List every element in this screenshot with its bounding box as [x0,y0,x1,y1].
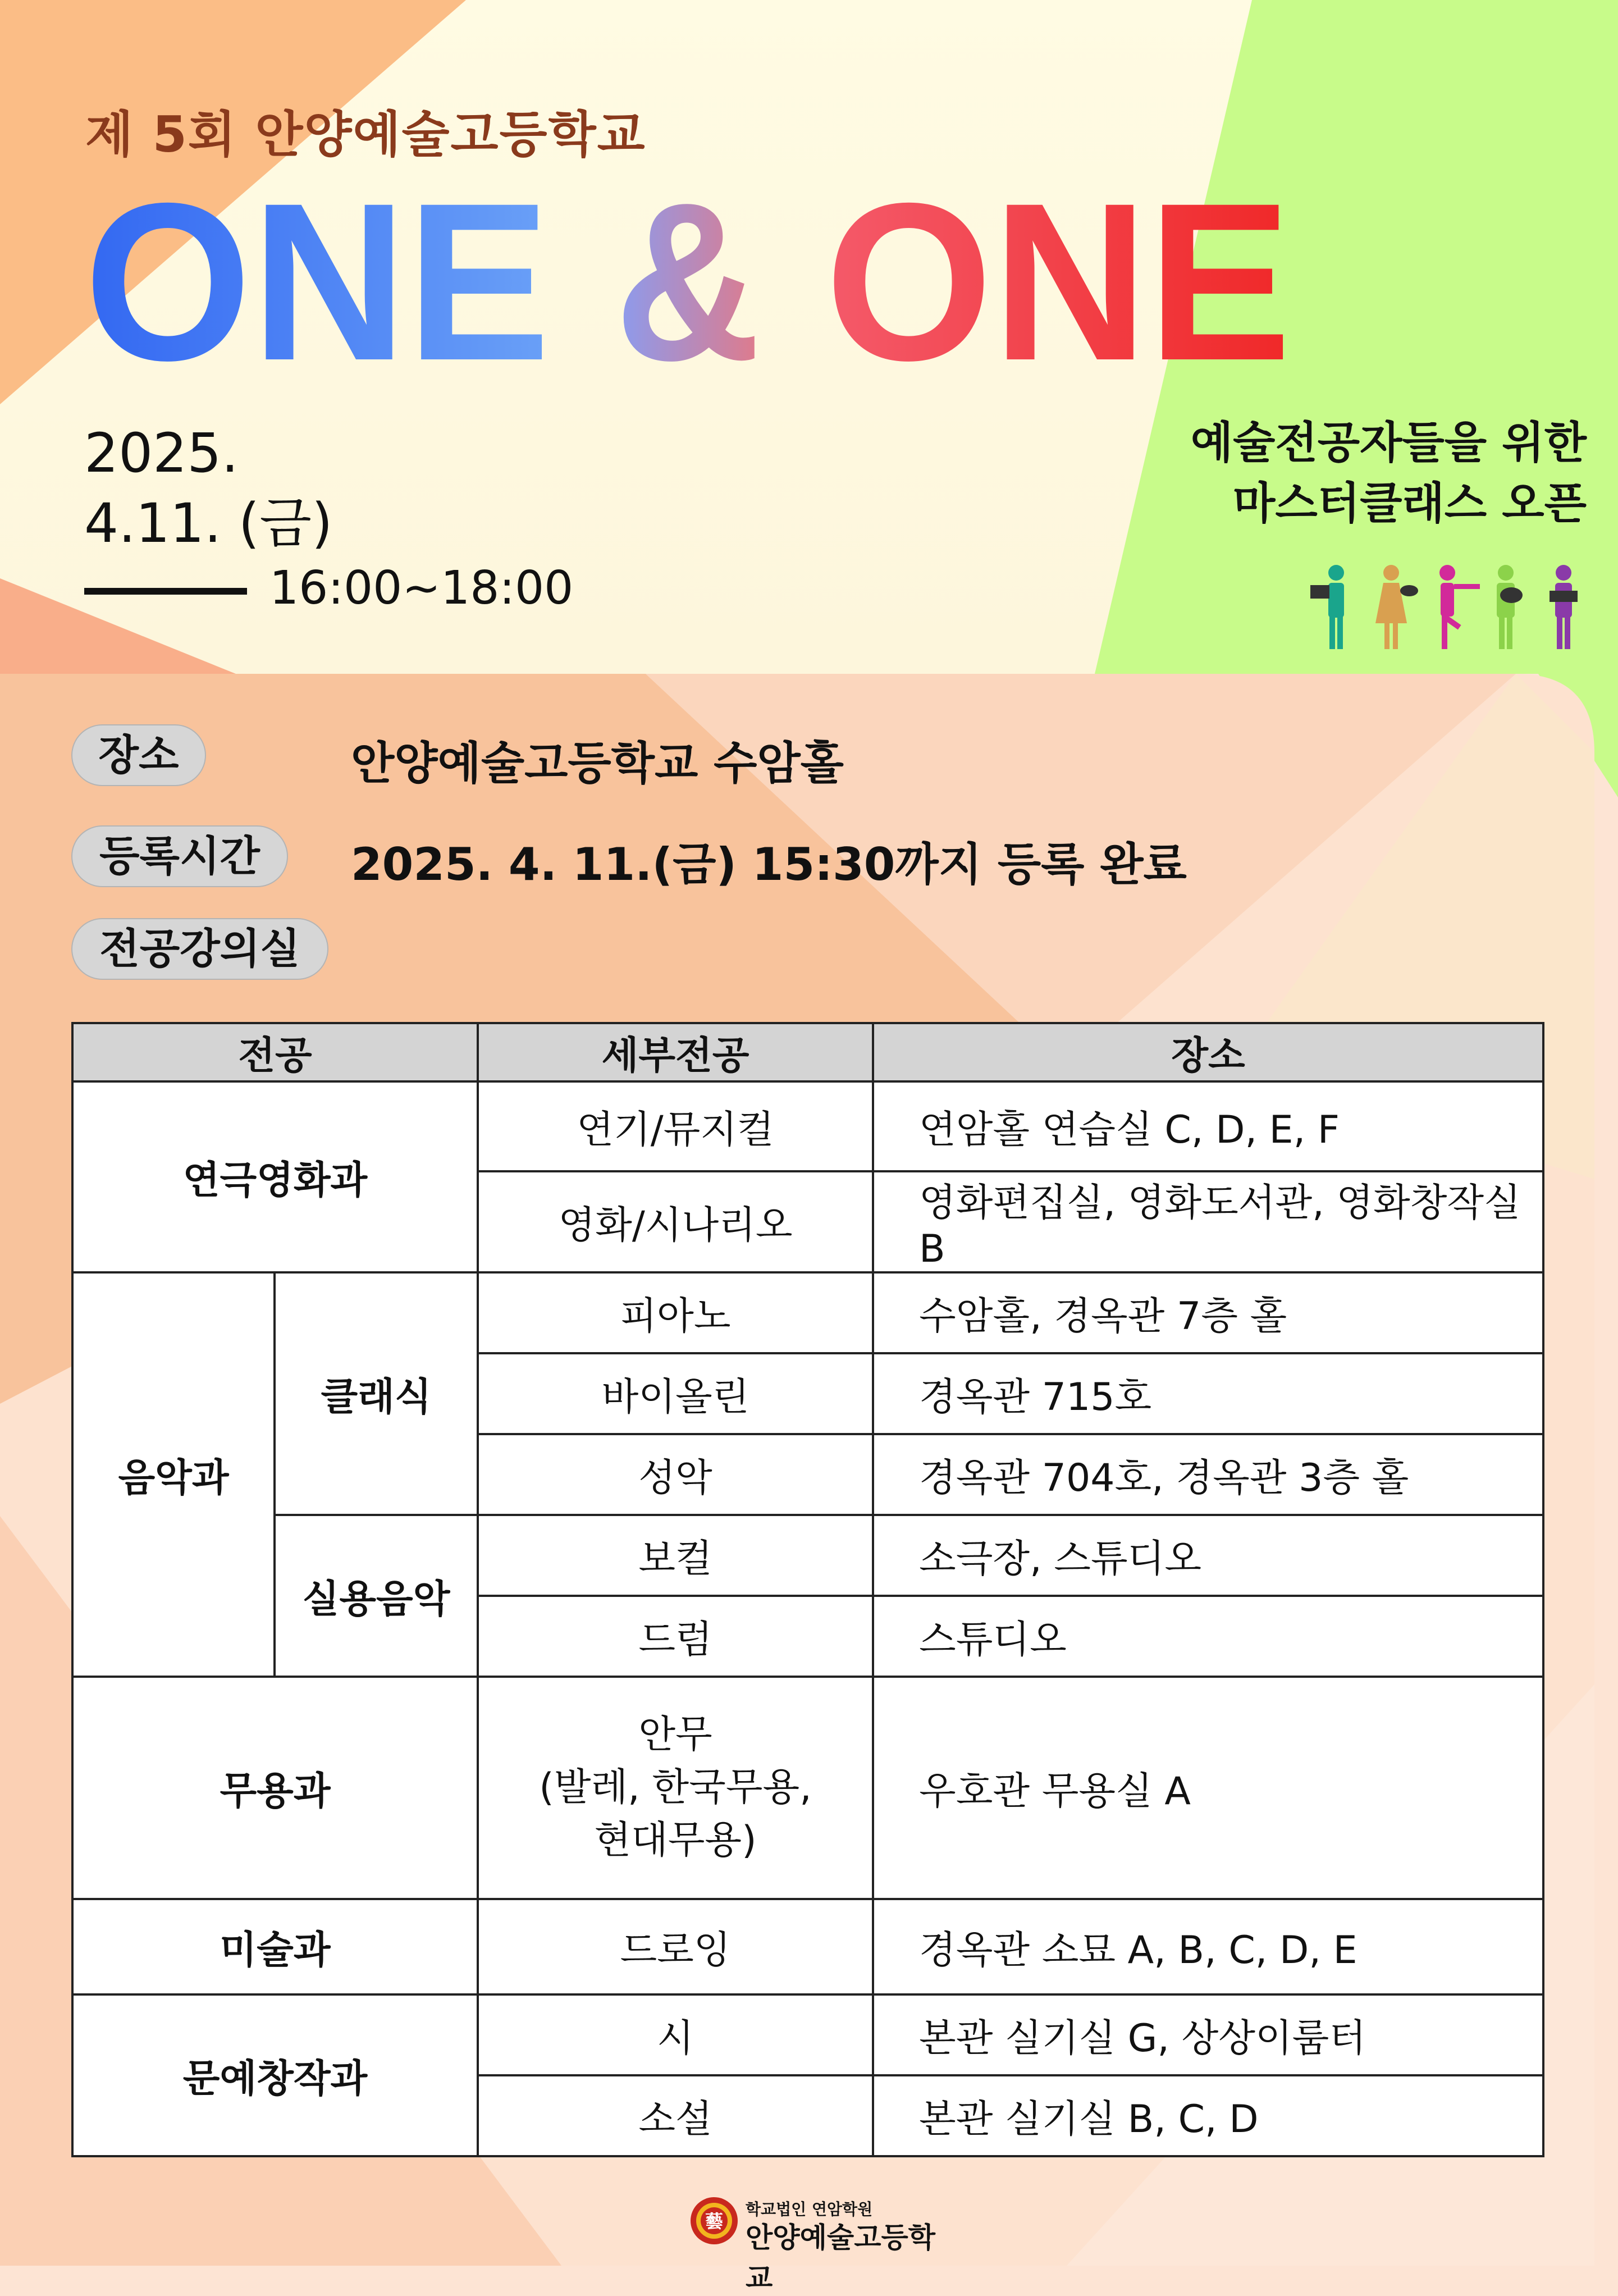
classroom-table [71,1022,1544,2157]
table-row [72,1272,1543,1353]
detail-cell: 드럼 [478,1596,873,1677]
detail-cell [478,1677,873,1899]
event-subtitle: 제 5회 안양예술고등학교 [85,106,646,163]
detail-cell: 소설 [478,2075,873,2156]
school-logo-icon [689,2196,739,2245]
school-footer [689,2193,936,2294]
header-place: 장소 [873,1023,1543,1081]
dancer-icon [1439,565,1480,649]
dance-detail-line3: 현대무용) [594,1818,757,1863]
major-art: 미술과 [72,1899,478,1994]
header-major: 전공 [72,1023,478,1081]
tagline-line1: 예술전공자들을 위한 [1190,418,1587,468]
event-day: 4.11. (금) [84,492,333,555]
place-cell: 수암홀, 경옥관 7층 홀 [873,1272,1543,1353]
dance-detail-line2: (발레, 한국무용, [539,1765,812,1810]
major-music: 음악과 [72,1272,275,1677]
table-row [72,1081,1543,1171]
rooms-label-pill: 전공강의실 [71,918,328,980]
time-divider [84,588,247,595]
headline-ampersand: & [615,168,761,393]
detail-cell: 성악 [478,1434,873,1515]
place-cell: 영화편집실, 영화도서관, 영화창작실B [873,1171,1543,1272]
event-year: 2025. [84,422,239,485]
header-detail: 세부전공 [478,1023,873,1081]
event-time: 16:00~18:00 [269,562,574,615]
school-name: 안양예술고등학교 [746,2221,936,2294]
performer-figures [1302,562,1594,651]
registration-value: 2025. 4. 11.(금) 15:30까지 등록 완료 [351,838,1187,891]
place-cell: 경옥관 704호, 경옥관 3층 홀 [873,1434,1543,1515]
headline-right-word: ONE [825,168,1291,393]
detail-cell: 보컬 [478,1515,873,1596]
foundation-name: 학교법인 연암학원 [746,2200,873,2219]
place-cell: 우호관 무용실 A [873,1677,1543,1899]
violinist-icon [1375,565,1418,649]
table-row [72,1515,1543,1596]
detail-cell: 영화/시나리오 [478,1171,873,1272]
submajor-classical: 클래식 [275,1272,478,1515]
artist-icon [1497,565,1523,649]
tagline-line2: 마스터클래스 오픈 [1233,478,1587,529]
headline-left-word: ONE [84,168,550,393]
detail-cell: 피아노 [478,1272,873,1353]
table-row [72,1677,1543,1899]
tagline [1025,413,1587,534]
place-cell: 경옥관 소묘 A, B, C, D, E [873,1899,1543,1994]
major-dance: 무용과 [72,1677,478,1899]
place-cell: 소극장, 스튜디오 [873,1515,1543,1596]
detail-cell: 연기/뮤지컬 [478,1081,873,1171]
place-cell: 스튜디오 [873,1596,1543,1677]
detail-cell: 바이올린 [478,1353,873,1434]
writer-icon [1550,565,1578,649]
registration-label-pill: 등록시간 [71,825,288,887]
major-theater: 연극영화과 [72,1081,478,1272]
venue-label-pill: 장소 [71,724,206,786]
place-cell: 본관 실기실 B, C, D [873,2075,1543,2156]
table-row [72,1994,1543,2075]
camera-person-icon [1310,565,1344,649]
table-header-row [72,1023,1543,1081]
school-logo-char: 藝 [705,2211,724,2232]
major-writing: 문예창작과 [72,1994,478,2156]
headline-one-and-one [84,168,1375,393]
event-date [84,418,332,559]
detail-cell: 시 [478,1994,873,2075]
place-cell: 본관 실기실 G, 상상이룸터 [873,1994,1543,2075]
submajor-practical: 실용음악 [275,1515,478,1677]
table-row [72,1899,1543,1994]
detail-cell: 드로잉 [478,1899,873,1994]
dance-detail-line1: 안무 [638,1713,712,1757]
venue-value: 안양예술고등학교 수암홀 [351,737,844,789]
place-cell: 연암홀 연습실 C, D, E, F [873,1081,1543,1171]
place-cell: 경옥관 715호 [873,1353,1543,1434]
